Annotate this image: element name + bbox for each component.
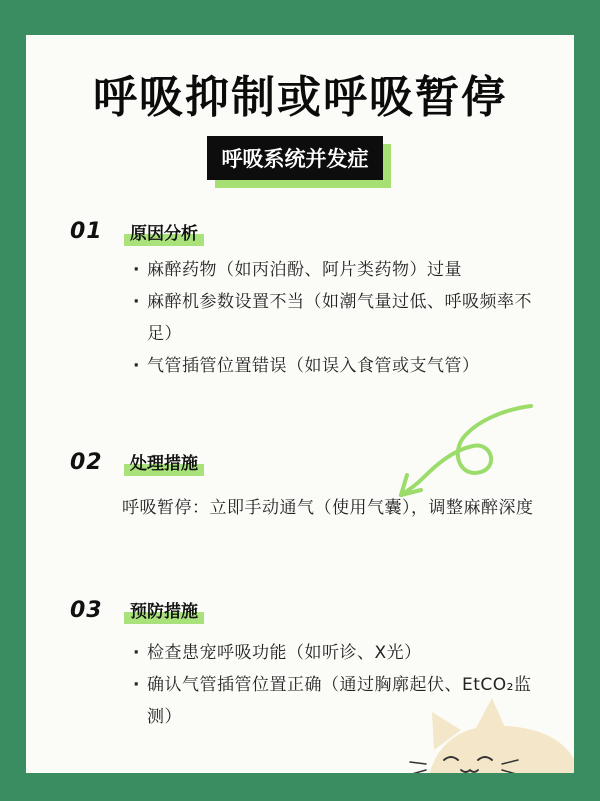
subtitle-badge (207, 136, 383, 180)
section-heading-02 (130, 449, 198, 479)
section-heading-label: 原因分析 (130, 224, 198, 244)
content-card (26, 35, 574, 773)
cause-list (133, 254, 543, 382)
section-heading-03 (130, 597, 198, 627)
subtitle-label: 呼吸系统并发症 (207, 136, 383, 180)
section-number-02: 02 (70, 450, 103, 475)
section-number-01: 01 (70, 219, 103, 244)
list-item: · 气管插管位置错误（如误入食管或支气管） (133, 350, 543, 382)
list-item: · 确认气管插管位置正确（通过胸廓起伏、EtCO₂监测） (133, 669, 548, 733)
section-number-03: 03 (70, 598, 103, 623)
cat-illustration (406, 690, 574, 773)
list-item: · 检查患宠呼吸功能（如听诊、X光） (133, 637, 548, 669)
curly-arrow-icon (391, 400, 541, 510)
list-item: · 麻醉机参数设置不当（如潮气量过低、呼吸频率不足） (133, 286, 543, 350)
section-heading-01 (130, 219, 198, 249)
treatment-text: 呼吸暂停：立即手动通气（使用气囊），调整麻醉深度 (122, 498, 534, 518)
section-heading-label: 处理措施 (130, 454, 198, 474)
list-item: · 麻醉药物（如丙泊酚、阿片类药物）过量 (133, 254, 543, 286)
section-heading-label: 预防措施 (130, 602, 198, 622)
page-title: 呼吸抑制或呼吸暂停 (93, 72, 507, 123)
